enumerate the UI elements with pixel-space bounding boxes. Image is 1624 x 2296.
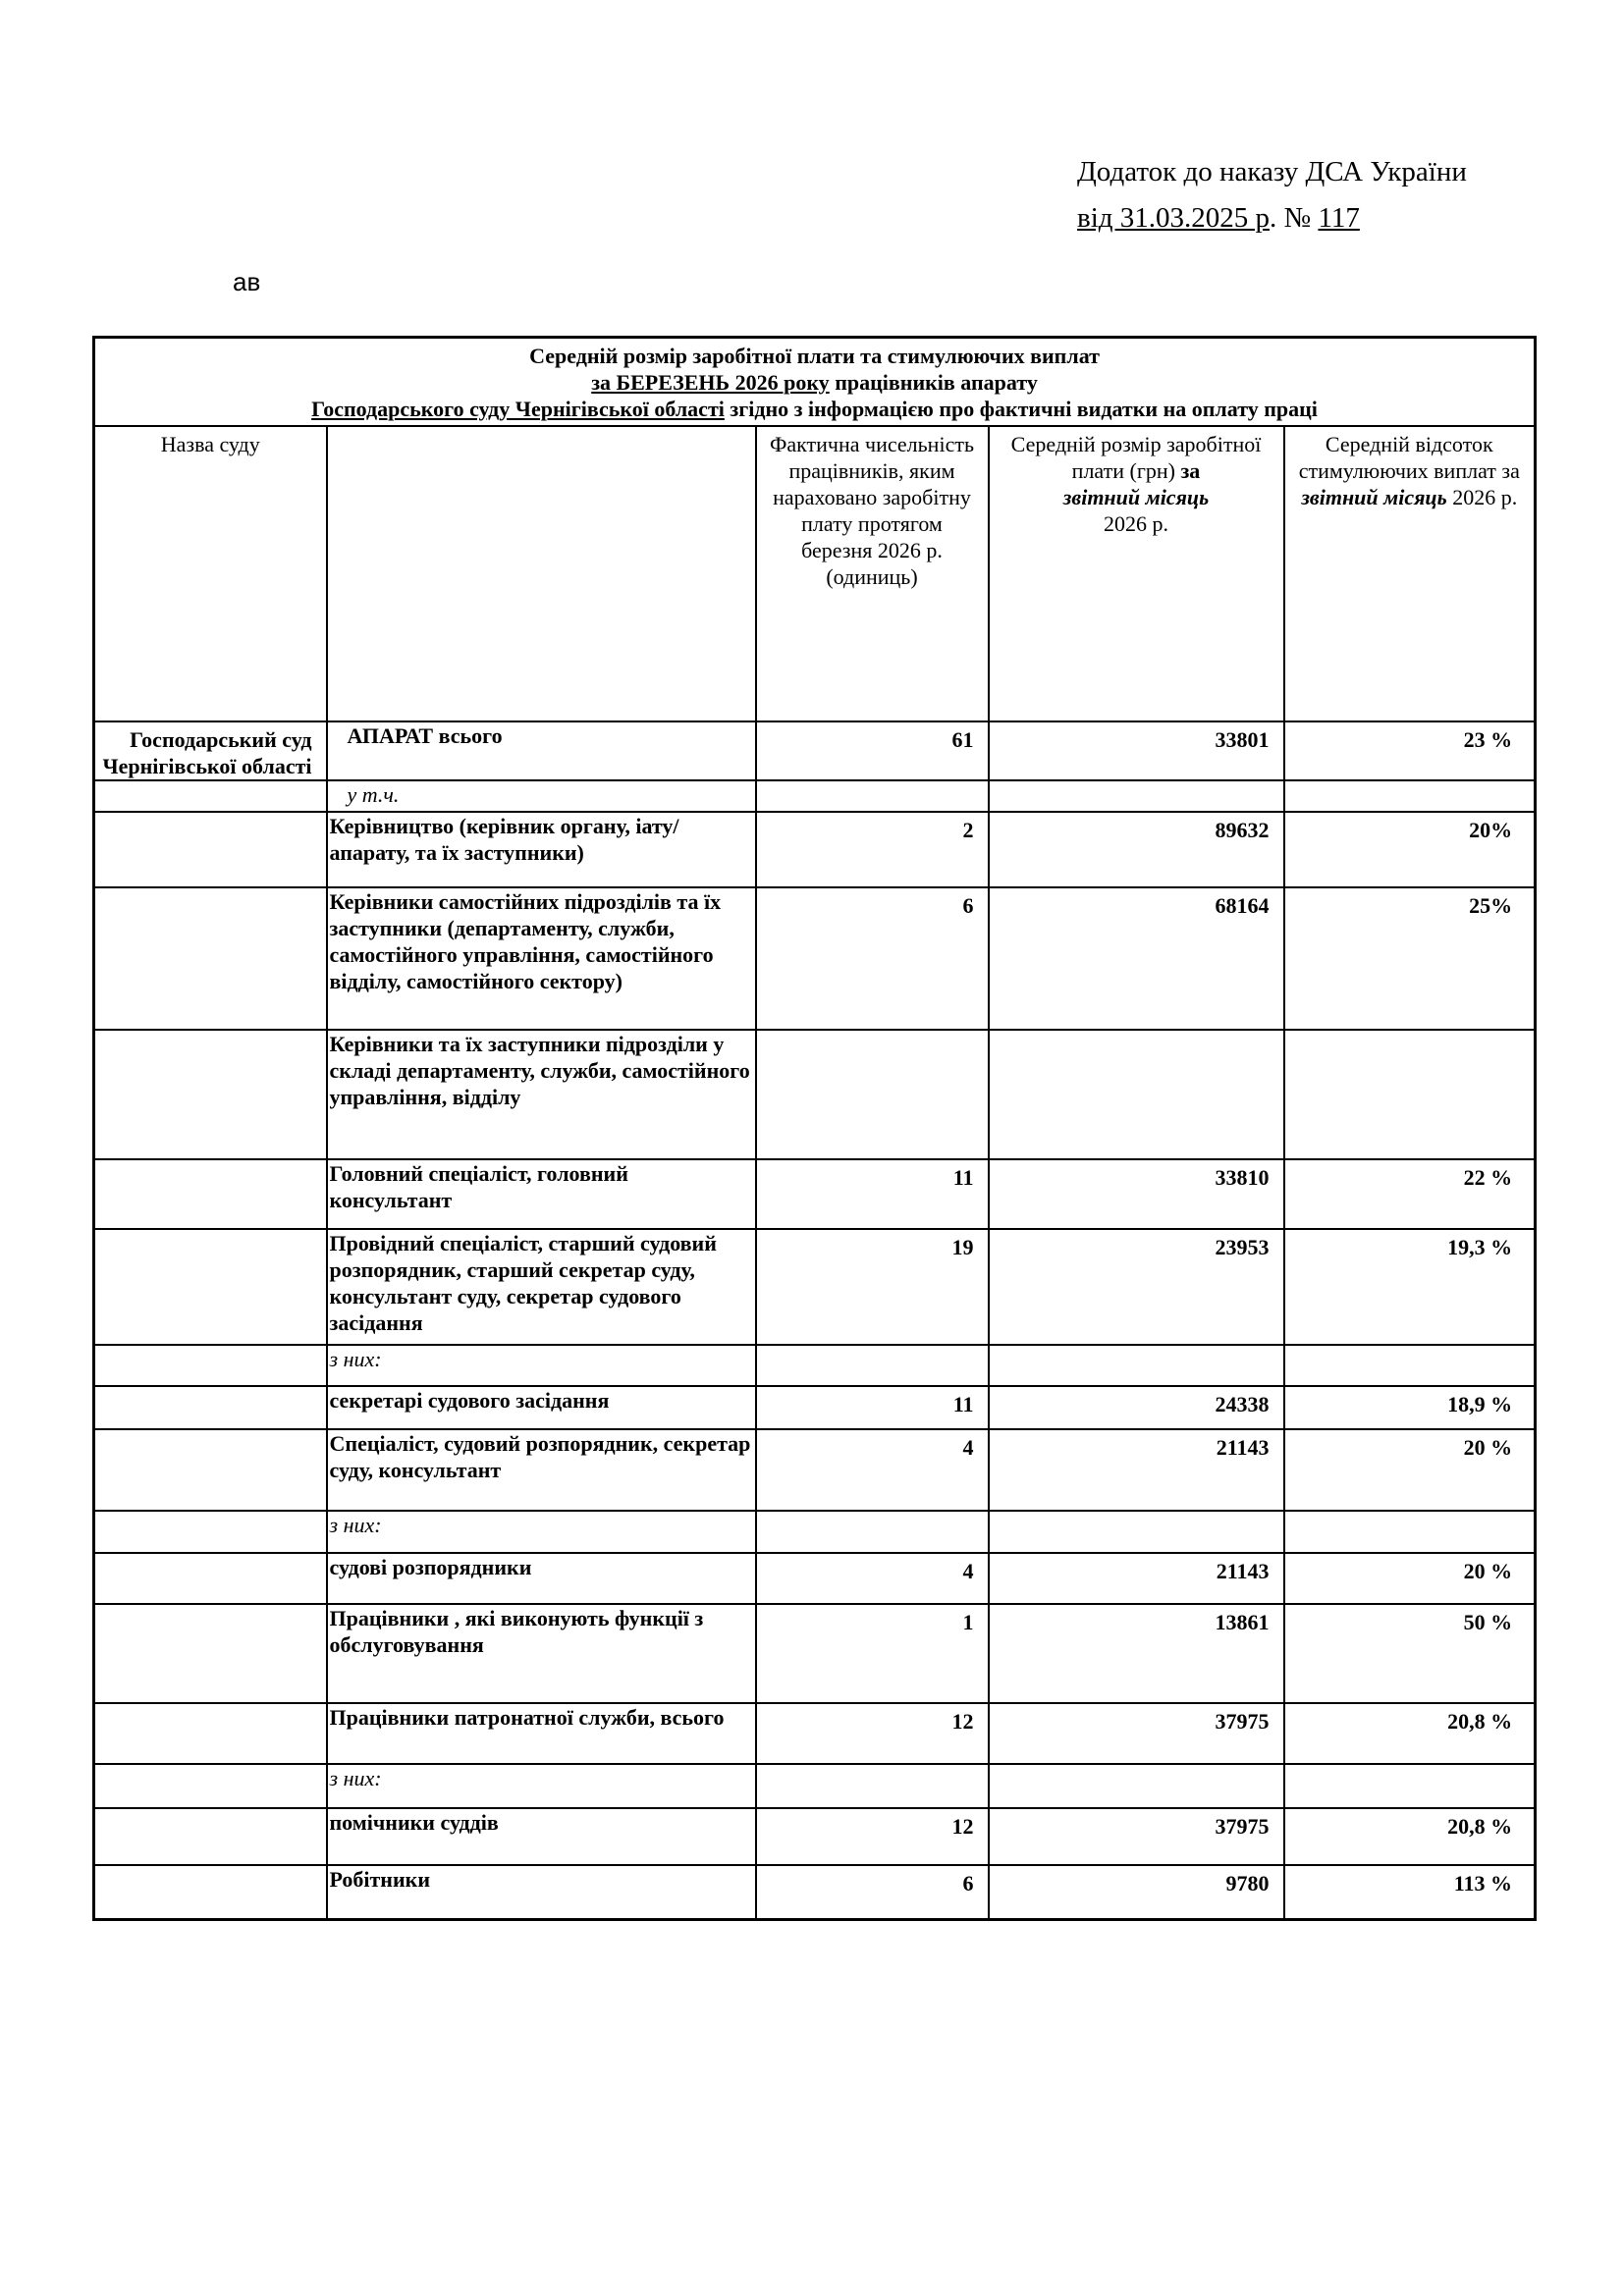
wage-cell: 9780	[989, 1865, 1284, 1920]
court-cell	[94, 1553, 327, 1604]
category-cell: Спеціаліст, судовий розпорядник, секретар суду, консультант	[327, 1429, 756, 1511]
bonus-cell: 20 %	[1284, 1429, 1536, 1511]
bonus-cell: 23 %	[1284, 721, 1536, 780]
court-cell	[94, 1159, 327, 1229]
wage-cell: 89632	[989, 812, 1284, 887]
category-cell: Головний спеціаліст, головний консультант	[327, 1159, 756, 1229]
court-cell	[94, 1229, 327, 1345]
count-cell: 12	[756, 1703, 989, 1764]
table-row	[94, 1604, 1536, 1703]
count-cell	[756, 1511, 989, 1553]
bonus-cell	[1284, 1511, 1536, 1553]
wage-cell: 33810	[989, 1159, 1284, 1229]
annex-header	[1077, 149, 1467, 241]
header-wage: Середній розмір заробітної плати (грн) за звітний місяць 2026 р.	[989, 426, 1284, 721]
bonus-cell	[1284, 1764, 1536, 1808]
court-cell	[94, 812, 327, 887]
category-cell: з них:	[327, 1764, 756, 1808]
category-cell: Працівники , які виконують функції з обслуговування	[327, 1604, 756, 1703]
count-cell: 4	[756, 1429, 989, 1511]
wage-cell: 37975	[989, 1808, 1284, 1865]
annex-title: Додаток до наказу ДСА України	[1077, 156, 1467, 187]
category-cell: секретарі судового засідання	[327, 1386, 756, 1429]
bonus-cell	[1284, 1345, 1536, 1386]
wage-cell: 24338	[989, 1386, 1284, 1429]
count-cell: 12	[756, 1808, 989, 1865]
bonus-cell: 22 %	[1284, 1159, 1536, 1229]
annex-date: від 31.03.2025 р	[1077, 202, 1271, 234]
count-cell: 4	[756, 1553, 989, 1604]
category-cell: Провідний спеціаліст, старший судовий розпорядник, старший секретар суду, консультант суду, секретар судового засідання	[327, 1229, 756, 1345]
bonus-cell: 50 %	[1284, 1604, 1536, 1703]
wage-cell: 23953	[989, 1229, 1284, 1345]
bonus-cell: 25%	[1284, 887, 1536, 1030]
count-cell	[756, 1764, 989, 1808]
court-cell	[94, 1429, 327, 1511]
bonus-cell	[1284, 780, 1536, 812]
table-row	[94, 721, 1536, 780]
table-row	[94, 1429, 1536, 1511]
table-row	[94, 1865, 1536, 1920]
count-cell: 19	[756, 1229, 989, 1345]
wage-cell: 37975	[989, 1703, 1284, 1764]
court-cell	[94, 1511, 327, 1553]
table-row	[94, 1808, 1536, 1865]
wage-cell: 13861	[989, 1604, 1284, 1703]
bonus-cell: 20 %	[1284, 1553, 1536, 1604]
category-cell: Керівники самостійних підрозділів та їх заступники (департаменту, служби, самостійного управління, самостійного відділу, самостійного сектору)	[327, 887, 756, 1030]
count-cell: 1	[756, 1604, 989, 1703]
wage-cell	[989, 1345, 1284, 1386]
count-cell	[756, 1030, 989, 1159]
court-cell	[94, 1764, 327, 1808]
wage-cell: 21143	[989, 1553, 1284, 1604]
court-cell	[94, 887, 327, 1030]
bonus-cell: 20,8 %	[1284, 1703, 1536, 1764]
category-cell: Керівництво (керівник органу, іату/апарату, та їх заступники)	[327, 812, 756, 887]
count-cell: 61	[756, 721, 989, 780]
category-cell: Робітники	[327, 1865, 756, 1920]
category-cell: помічники суддів	[327, 1808, 756, 1865]
title-period: за БЕРЕЗЕНЬ 2026 року	[591, 370, 830, 395]
count-cell: 6	[756, 887, 989, 1030]
table-row	[94, 1553, 1536, 1604]
table-row	[94, 1229, 1536, 1345]
table-row	[94, 1386, 1536, 1429]
annex-number-sign: . №	[1270, 202, 1319, 234]
court-cell	[94, 1604, 327, 1703]
court-cell	[94, 1345, 327, 1386]
count-cell: 6	[756, 1865, 989, 1920]
wage-cell: 33801	[989, 721, 1284, 780]
court-cell	[94, 1386, 327, 1429]
table-row	[94, 780, 1536, 812]
wage-cell	[989, 1764, 1284, 1808]
category-cell: у т.ч.	[327, 780, 756, 812]
title-line-1: Середній розмір заробітної плати та стимулюючих виплат	[529, 344, 1100, 368]
table-row	[94, 812, 1536, 887]
table-row	[94, 1764, 1536, 1808]
court-cell	[94, 1030, 327, 1159]
count-cell	[756, 780, 989, 812]
table-row	[94, 1159, 1536, 1229]
salary-report-table	[92, 336, 1537, 1921]
table-title	[94, 338, 1536, 426]
court-cell	[94, 1808, 327, 1865]
category-cell: судові розпорядники	[327, 1553, 756, 1604]
wage-cell	[989, 780, 1284, 812]
bonus-cell	[1284, 1030, 1536, 1159]
bonus-cell: 20%	[1284, 812, 1536, 887]
wage-cell	[989, 1030, 1284, 1159]
bonus-cell: 18,9 %	[1284, 1386, 1536, 1429]
header-count: Фактична чисельність працівників, яким нараховано заробітну плату протягом березня 2026 р. (одиниць)	[756, 426, 989, 721]
category-cell: з них:	[327, 1511, 756, 1553]
bonus-cell: 113 %	[1284, 1865, 1536, 1920]
table-title-row	[94, 338, 1536, 426]
title-line-2: за БЕРЕЗЕНЬ 2026 року працівників апарату	[591, 370, 1038, 395]
table-row	[94, 1703, 1536, 1764]
count-cell: 11	[756, 1159, 989, 1229]
count-cell: 2	[756, 812, 989, 887]
header-bonus: Середній відсоток стимулюючих виплат за звітний місяць 2026 р.	[1284, 426, 1536, 721]
annex-order-number: 117	[1318, 202, 1360, 234]
category-cell: Керівники та їх заступники підрозділи у складі департаменту, служби, самостійного управління, відділу	[327, 1030, 756, 1159]
category-cell: з них:	[327, 1345, 756, 1386]
title-line-3: Господарського суду Чернігівської області згідно з інформацією про фактичні видатки на оплату праці	[311, 397, 1318, 421]
count-cell: 11	[756, 1386, 989, 1429]
category-cell: АПАРАТ всього	[327, 721, 756, 780]
wage-cell: 68164	[989, 887, 1284, 1030]
stray-text: ав	[233, 267, 261, 296]
table-row	[94, 1345, 1536, 1386]
title-court: Господарського суду Чернігівської області	[311, 397, 725, 421]
court-cell	[94, 1865, 327, 1920]
bonus-cell: 19,3 %	[1284, 1229, 1536, 1345]
header-court: Назва суду	[94, 426, 327, 721]
bonus-cell: 20,8 %	[1284, 1808, 1536, 1865]
court-name-cell: Господарський суд Чернігівської області	[94, 721, 327, 780]
court-cell	[94, 1703, 327, 1764]
header-category	[327, 426, 756, 721]
court-cell	[94, 780, 327, 812]
table-row	[94, 1511, 1536, 1553]
column-header-row	[94, 426, 1536, 721]
table-row	[94, 1030, 1536, 1159]
category-cell: Працівники патронатної служби, всього	[327, 1703, 756, 1764]
annex-order-line	[1077, 195, 1467, 241]
wage-cell	[989, 1511, 1284, 1553]
table-row	[94, 887, 1536, 1030]
wage-cell: 21143	[989, 1429, 1284, 1511]
count-cell	[756, 1345, 989, 1386]
